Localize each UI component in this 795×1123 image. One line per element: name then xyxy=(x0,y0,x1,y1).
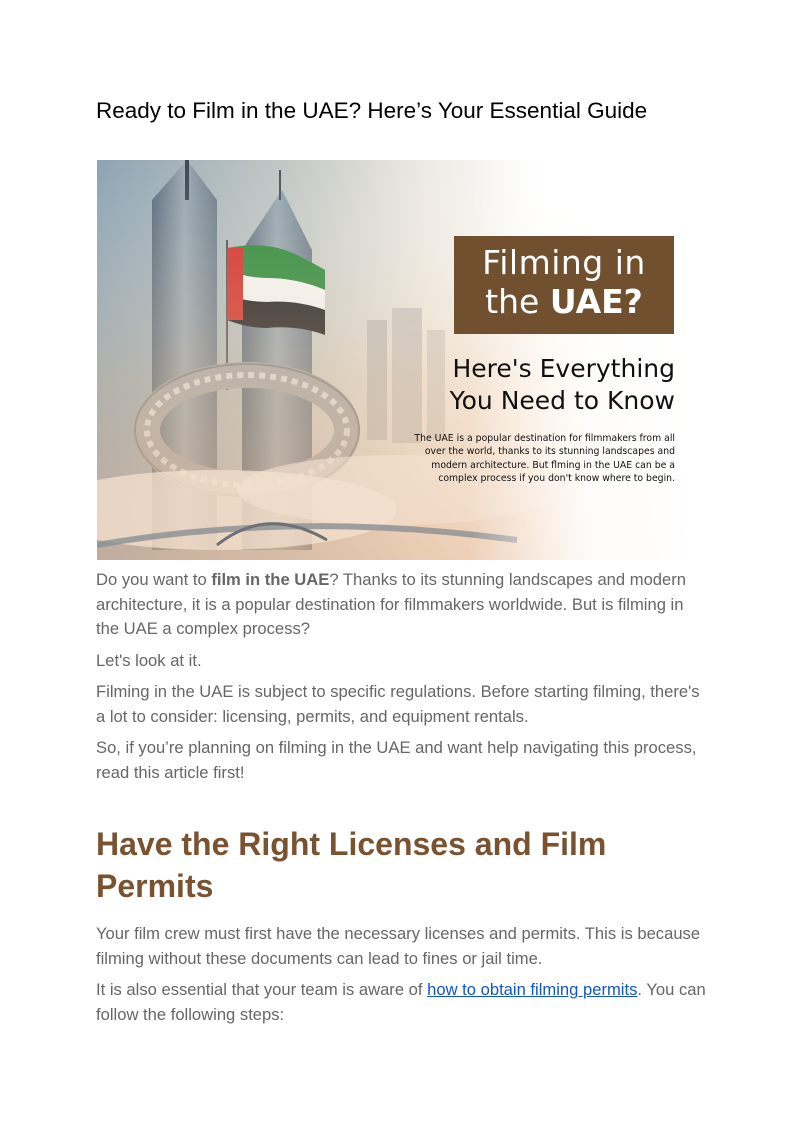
intro-p1-bold: film in the UAE xyxy=(211,570,330,589)
hero-banner-image xyxy=(97,160,697,560)
hero-blurb-line: modern architecture. But flming in the UAE can be a xyxy=(431,459,675,471)
intro-paragraph-1 xyxy=(96,568,706,642)
hero-title-badge xyxy=(454,236,674,334)
hero-subtitle-line1: Here's Everything xyxy=(452,354,675,383)
hero-subtitle-line2: You Need to Know xyxy=(449,386,675,415)
hero-blurb-line: complex process if you don't know where to begin. xyxy=(438,472,675,484)
hero-subtitle xyxy=(450,353,675,417)
section-p2-prefix: It is also essential that your team is aware of xyxy=(96,980,428,999)
section-heading-line2: Permits xyxy=(96,868,214,904)
page-title: Ready to Film in the UAE? Here’s Your Essential Guide xyxy=(96,98,648,123)
intro-paragraph-4: So, if you’re planning on filming in the UAE and want help navigating this process, read this article first! xyxy=(96,738,697,782)
hero-title-line2 xyxy=(454,282,674,322)
section-heading-line1: Have the Right Licenses and Film xyxy=(96,826,607,862)
intro-p1-prefix: Do you want to xyxy=(96,570,212,589)
section-paragraph-1: Your film crew must first have the necessary licenses and permits. This is because filming without these documents can lead to fines or jail time. xyxy=(96,924,701,968)
section-p2-suffix: . You can follow the following steps: xyxy=(96,980,706,1024)
section-paragraph-2 xyxy=(96,978,706,1027)
hero-title-line1: Filming in xyxy=(482,243,646,282)
hero-blurb-line: The UAE is a popular destination for filmmakers from all xyxy=(414,433,675,444)
intro-paragraph-3: Filming in the UAE is subject to specific regulations. Before starting filming, there's a lot to consider: licensing, permits, and equipment rentals. xyxy=(96,682,700,726)
intro-p1-suffix: ? Thanks to its stunning landscapes and modern architecture, it is a popular destination for filmmakers worldwide. But is filming in the UAE a complex process? xyxy=(96,570,687,638)
hero-title-line2-prefix: the xyxy=(485,282,550,321)
section-heading xyxy=(96,823,696,907)
hero-blurb-line: over the world, thanks to its stunning landscapes and xyxy=(424,446,675,458)
filming-permits-link[interactable]: how to obtain filming permits xyxy=(427,980,638,999)
intro-paragraph-2: Let's look at it. xyxy=(96,651,202,670)
hero-blurb xyxy=(385,432,675,485)
hero-title-line2-bold: UAE? xyxy=(549,282,643,321)
